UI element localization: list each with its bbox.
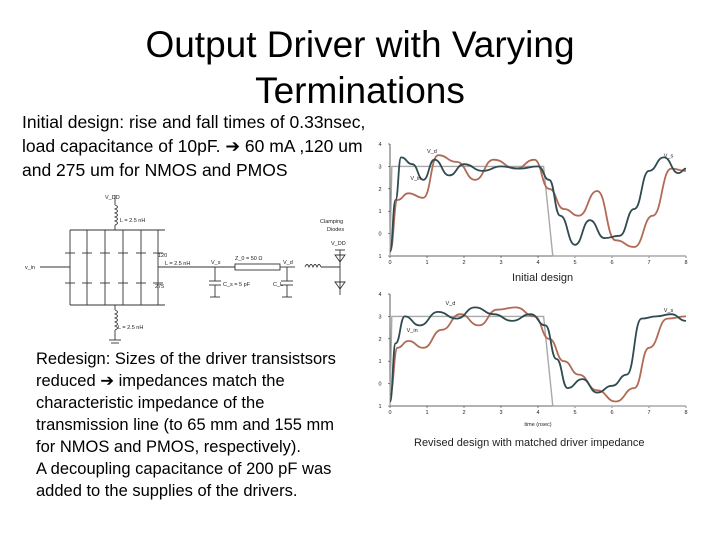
- label-vdd-right: V_DD: [331, 241, 346, 247]
- label-l-bottom: L = 2.5 nH: [118, 325, 144, 331]
- redesign-text: [36, 348, 366, 502]
- x-tick-label: 7: [647, 260, 651, 266]
- circuit-diagram: [15, 185, 375, 355]
- label-clamping: Clamping: [320, 219, 344, 225]
- slide-title: Output Driver with Varying Terminations: [145, 24, 575, 111]
- x-tick-label: 8: [684, 260, 688, 266]
- redesign-line: added to the supplies of the drivers.: [36, 482, 298, 500]
- chart-initial-design: [380, 140, 710, 270]
- x-tick-label: 6: [610, 410, 614, 416]
- x-tick-label: 5: [573, 260, 577, 266]
- x-tick-label: 1: [425, 260, 429, 266]
- redesign-line: reduced ➔ impedances match the: [36, 372, 285, 390]
- series-line-vd: [390, 307, 686, 401]
- label-l-top: L = 2.5 nH: [120, 218, 146, 224]
- x-tick-label: 0: [388, 260, 392, 266]
- x-tick-label: 4: [536, 410, 540, 416]
- x-tick-label: 4: [536, 260, 540, 266]
- y-tick-label: 0: [378, 231, 382, 238]
- series-line-vs: [390, 307, 686, 401]
- chart-revised-design: [380, 290, 710, 430]
- redesign-line: A decoupling capacitance of 200 pF was: [36, 460, 332, 478]
- chart-caption-revised: Revised design with matched driver impedance: [414, 437, 645, 449]
- x-tick-label: 2: [462, 410, 466, 416]
- series-label: V_d: [427, 148, 437, 155]
- label-size-275: 275: [155, 284, 165, 290]
- label-size-120: 120: [158, 253, 168, 259]
- series-line-vin: [390, 316, 686, 406]
- y-tick-label: 4: [378, 142, 382, 148]
- y-tick-label: 1: [378, 209, 382, 216]
- label-vd: V_d: [283, 260, 293, 266]
- y-tick-label: 2: [378, 186, 382, 193]
- redesign-line: characteristic impedance of the: [36, 394, 265, 412]
- series-label: V_in: [406, 328, 418, 335]
- redesign-line: transmission line (to 65 mm and 155 mm: [36, 416, 335, 434]
- series-label: V_in: [410, 175, 422, 182]
- y-tick-label: 2: [378, 336, 382, 343]
- y-tick-label: 4: [378, 292, 382, 298]
- x-tick-label: 3: [499, 260, 503, 266]
- label-vin: v_in: [25, 265, 36, 271]
- series-line-vin: [390, 166, 686, 256]
- y-tick-label: 1: [378, 359, 382, 366]
- x-tick-label: 5: [573, 410, 577, 416]
- label-cl: C_L: [273, 282, 284, 288]
- x-tick-label: 1: [425, 410, 429, 416]
- y-tick-label: 1: [378, 404, 382, 410]
- label-vdd-top: V_DD: [105, 195, 120, 201]
- redesign-line: for NMOS and PMOS, respectively).: [36, 438, 301, 456]
- intro-text: Initial design: rise and fall times of 0.33nsec, load capacitance of 10pF. ➔ 60 mA ,120 um and 275 um for NMOS and PMOS: [22, 112, 366, 180]
- label-z0: Z_0 = 50 Ω: [235, 256, 263, 262]
- x-tick-label: 2: [462, 260, 466, 266]
- redesign-line: Redesign: Sizes of the driver transistsors: [36, 350, 336, 368]
- x-tick-label: 8: [684, 410, 688, 416]
- y-tick-label: 3: [378, 314, 382, 321]
- x-tick-label: 7: [647, 410, 651, 416]
- x-tick-label: 6: [610, 260, 614, 266]
- series-line-vs: [390, 155, 686, 251]
- label-diodes: Diodes: [327, 227, 345, 233]
- series-label: V_s: [663, 153, 674, 160]
- x-tick-label: 3: [499, 410, 503, 416]
- label-cs: C_s = 5 pF: [223, 282, 251, 288]
- y-tick-label: 0: [378, 381, 382, 388]
- y-tick-label: 3: [378, 164, 382, 171]
- series-label: V_d: [445, 301, 456, 308]
- label-vs: V_s: [211, 260, 221, 266]
- series-label: V_s: [663, 307, 674, 314]
- y-tick-label: 1: [378, 254, 382, 260]
- chart-caption-initial: Initial design: [512, 272, 574, 284]
- x-axis-label: time (nsec): [524, 422, 552, 428]
- x-tick-label: 0: [388, 410, 392, 416]
- label-l-mid: L = 2.5 nH: [165, 261, 191, 267]
